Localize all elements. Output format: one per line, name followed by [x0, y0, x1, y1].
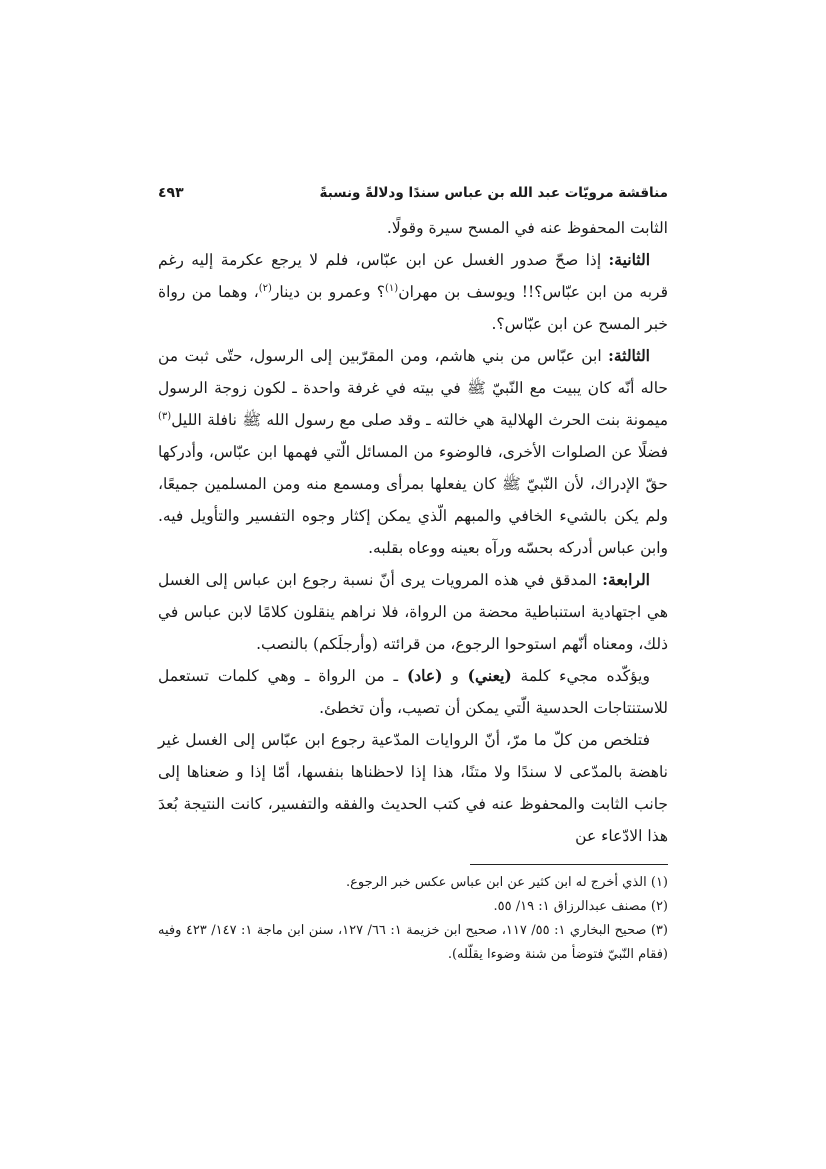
bold-term: (عاد)	[406, 666, 443, 685]
paragraph-text: و	[442, 667, 468, 685]
footnote: (٣) صحيح البخاري ١: ٥٥/ ١١٧، صحيح ابن خزيمة ١: ٦٦/ ١٢٧، سنن ابن ماجة ١: ١٤٧/ ٤٢٣ وفيه (فقام النّبيّ فتوضأ من شنة وضوءا يقلّله).	[158, 923, 668, 962]
paragraph	[158, 660, 668, 724]
paragraph-text: الثابت المحفوظ عنه في المسح سيرة وقولًا.	[386, 219, 668, 237]
footnote-ref[interactable]: (١)	[385, 282, 399, 294]
paragraph-text: المدقق في هذه المرويات يرى أنّ نسبة رجوع ابن عباس إلى الغسل هي اجتهادية استنباطية محضة من الرواة، فلا نراهم ينقلون كلامًا لابن عباس في ذلك، ومعناه أنّهم استوحوا الرجوع، من قرائته (وأرجلَكم) بالنصب.	[158, 571, 668, 653]
paragraph-text: ـ من الرواة ـ وهي كلمات تستعمل للاستنتاجات الحدسية الّتي يمكن أن تصيب، وأن تخطئ.	[158, 667, 668, 717]
running-title: مناقشة مرويّات عبد الله بن عباس سندًا ودلالةً ونسبةً	[319, 185, 668, 201]
paragraph-text: فضلًا عن الصلوات الأخرى، فالوضوء من المسائل الّتي فهمها ابن عبّاس، وأدركها حقّ الإدراك، لأن النّبيّ ﷺ كان يفعلها بمرأى ومسمع منه ومن المسلمين جميعًا، ولم يكن بالشيء الخافي والمبهم الّذي يمكن إكثار وجوه التفسير والتأويل فيه. وابن عباس أدركه بحسّه ورآه بعينه ووعاه بقلبه.	[158, 443, 668, 557]
bold-term: (يعني)	[467, 666, 512, 685]
paragraph-text: ، وهما من رواة خبر المسح عن ابن عبّاس؟.	[158, 283, 668, 333]
paragraph	[158, 340, 668, 564]
page	[158, 180, 668, 967]
footnotes	[158, 871, 668, 967]
paragraph-lead: الثانية:	[608, 250, 650, 269]
paragraph-lead: الرابعة:	[602, 570, 650, 589]
paragraph	[158, 564, 668, 660]
running-head	[158, 180, 668, 206]
page-number: ٤٩٣	[158, 185, 184, 201]
footnote-divider	[470, 864, 668, 865]
paragraph-text: ويؤكّده مجيء كلمة	[511, 667, 650, 685]
footnote-ref[interactable]: (٢)	[258, 282, 272, 294]
footnote: (٢) مصنف عبدالرزاق ١: ١٩/ ٥٥.	[493, 899, 668, 914]
body-text	[158, 212, 668, 852]
paragraph	[158, 212, 668, 244]
paragraph-text: فتلخص من كلّ ما مرّ، أنّ الروايات المدّعية رجوع ابن عبّاس إلى الغسل غير ناهضة بالمدّعى لا سندًا ولا متنًا، هذا إذا لاحظناها بنفسها، أمّا إذا و ضعناها إلى جانب الثابت والمحفوظ عنه في كتب الحديث والفقه والتفسير، كانت النتيجة بُعدَ هذا الادّعاء عن	[158, 731, 668, 845]
footnote-ref[interactable]: (٣)	[158, 410, 172, 422]
footnote: (١) الذي أخرج له ابن كثير عن ابن عباس عكس خبر الرجوع.	[346, 875, 668, 890]
paragraph-lead: الثالثة:	[608, 346, 650, 365]
paragraph-text: إذا صحّ صدور الغسل عن ابن عبّاس، فلم لا يرجع عكرمة إليه رغم قربه من ابن عبّاس؟!! ويوسف بن مهران	[158, 251, 668, 301]
paragraph-text: ابن عبّاس من بني هاشم، ومن المقرّبين إلى الرسول، حتّى ثبت من حاله أنّه كان يبيت مع النّبيّ ﷺ في بيته في غرفة واحدة ـ لكون زوجة الرسول ميمونة بنت الحرث الهلالية هي خالته ـ وقد صلى مع رسول الله ﷺ نافلة الليل	[158, 347, 668, 429]
paragraph	[158, 724, 668, 852]
paragraph-text: ؟ وعمرو بن دينار	[271, 283, 386, 301]
paragraph	[158, 244, 668, 340]
